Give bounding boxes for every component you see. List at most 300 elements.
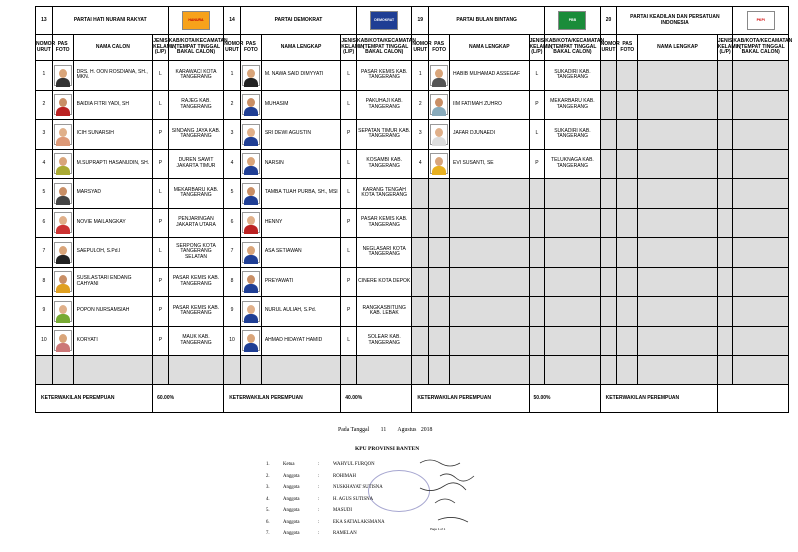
empty-cell: [617, 120, 638, 150]
candidate-city: KOSAMBI KAB. TANGERANG: [357, 149, 412, 179]
representation-label: KETERWAKILAN PEREMPUAN: [600, 385, 717, 413]
organization-name: KPU PROVINSI BANTEN: [355, 446, 420, 452]
empty-cell: [617, 179, 638, 209]
document-date: [338, 427, 442, 433]
empty-cell: [341, 356, 357, 385]
empty-cell: [545, 297, 600, 327]
col-nama: NAMA LENGKAP: [638, 35, 717, 61]
person-photo-icon: [54, 153, 72, 174]
candidate-name: JAFAR DJUNAEDI: [450, 120, 529, 150]
empty-cell: [600, 179, 617, 209]
person-photo-icon: [242, 271, 260, 292]
candidate-photo: [240, 238, 261, 268]
person-photo-icon: [242, 301, 260, 322]
empty-cell: [600, 297, 617, 327]
candidate-sex: L: [341, 238, 357, 268]
candidate-name: BAIDIA FITRI YADI, SH: [73, 90, 152, 120]
party-logo-icon: PBB: [558, 11, 586, 30]
date-day: 11: [380, 427, 387, 433]
signer-number: 5.: [266, 508, 270, 513]
candidate-city: SINDANG JAYA KAB. TANGERANG: [168, 120, 223, 150]
empty-cell: [412, 326, 429, 356]
party-logo-cell: [733, 7, 789, 35]
empty-cell: [638, 61, 717, 91]
col-nama: NAMA LENGKAP: [450, 35, 529, 61]
signer-number: 1.: [266, 462, 270, 467]
empty-cell: [617, 61, 638, 91]
candidate-number: 5: [36, 179, 53, 209]
empty-cell: [638, 297, 717, 327]
empty-cell: [429, 208, 450, 238]
representation-value: 40.00%: [341, 385, 412, 413]
candidate-number: 10: [224, 326, 241, 356]
person-photo-icon: [430, 94, 448, 115]
signer-colon: :: [318, 485, 320, 490]
candidate-sex: P: [153, 120, 169, 150]
candidate-city: RANGKASBITUNG KAB. LEBAK: [357, 297, 412, 327]
candidate-photo: [240, 61, 261, 91]
candidate-name: ICIH SUNARSIH: [73, 120, 152, 150]
person-photo-icon: [54, 271, 72, 292]
candidate-name: PREYAWATI: [261, 267, 340, 297]
empty-cell: [450, 297, 529, 327]
signer-role: Anggota: [283, 519, 300, 525]
candidate-number: 2: [36, 90, 53, 120]
empty-cell: [733, 356, 789, 385]
party-logo-cell: [545, 7, 600, 35]
empty-cell: [529, 326, 545, 356]
empty-cell: [617, 90, 638, 120]
candidate-name: AHMAD HIDAYAT HAMID: [261, 326, 340, 356]
candidate-sex: L: [341, 61, 357, 91]
col-nama: NAMA CALON: [73, 35, 152, 61]
person-photo-icon: [242, 183, 260, 204]
person-photo-icon: [54, 212, 72, 233]
empty-cell: [638, 149, 717, 179]
empty-cell: [412, 208, 429, 238]
candidate-name: SAEPULOH, S.Pd.I: [73, 238, 152, 268]
candidate-sex: P: [153, 297, 169, 327]
col-kab: KAB/KOTA/KECAMATAN / (TEMPAT TINGGAL BAKAL CALON): [357, 35, 412, 61]
table-row: [36, 90, 789, 120]
empty-cell: [617, 267, 638, 297]
empty-cell: [733, 179, 789, 209]
representation-label: KETERWAKILAN PEREMPUAN: [224, 385, 341, 413]
empty-cell: [733, 90, 789, 120]
candidate-sex: L: [153, 61, 169, 91]
party-number: 20: [600, 7, 617, 35]
col-jenis: JENIS KELAMIN (L/P): [529, 35, 545, 61]
person-photo-icon: [54, 301, 72, 322]
party-logo-cell: [357, 7, 412, 35]
candidate-sex: L: [341, 326, 357, 356]
candidate-photo: [240, 149, 261, 179]
candidate-city: SOLEAR KAB. TANGERANG: [357, 326, 412, 356]
signer-role: Anggota: [283, 508, 300, 513]
person-photo-icon: [54, 242, 72, 263]
candidate-city: CINERE KOTA DEPOK: [357, 267, 412, 297]
signer-number: 3.: [266, 485, 270, 490]
candidate-number: 7: [224, 238, 241, 268]
signer-number: 7.: [266, 531, 270, 536]
person-photo-icon: [54, 183, 72, 204]
candidate-number: 3: [36, 120, 53, 150]
col-nama: NAMA LENGKAP: [261, 35, 340, 61]
party-header-row: [36, 7, 789, 35]
empty-cell: [153, 356, 169, 385]
empty-cell: [717, 179, 733, 209]
empty-cell: [429, 267, 450, 297]
empty-cell: [168, 356, 223, 385]
signer-colon: :: [318, 496, 320, 502]
candidate-photo: [429, 90, 450, 120]
candidate-name: NOVIE MAILANGKAY: [73, 208, 152, 238]
candidate-city: DUREN SAWIT JAKARTA TIMUR: [168, 149, 223, 179]
candidate-city: KARANG TENGAH KOTA TANGERANG: [357, 179, 412, 209]
signer-name: ROHIMAH: [333, 473, 356, 479]
party-number: 13: [36, 7, 53, 35]
candidate-number: 6: [36, 208, 53, 238]
empty-cell: [733, 238, 789, 268]
empty-cell: [733, 61, 789, 91]
candidate-name: POPON NURSAMSIAH: [73, 297, 152, 327]
candidate-city: SEPATAN TIMUR KAB. TANGERANG: [357, 120, 412, 150]
person-photo-icon: [54, 65, 72, 86]
col-foto: PAS FOTO: [617, 35, 638, 61]
candidate-name: NURUL AULIAH, S.Pd.: [261, 297, 340, 327]
party-name: PARTAI BULAN BINTANG: [429, 7, 545, 35]
candidate-photo: [52, 120, 73, 150]
candidate-photo: [52, 297, 73, 327]
candidate-city: SUKADIRI KAB. TANGERANG: [545, 61, 600, 91]
candidate-number: 4: [412, 149, 429, 179]
empty-cell: [638, 267, 717, 297]
table-row: [36, 326, 789, 356]
party-logo-icon: DEMOKRAT: [370, 11, 398, 30]
candidate-number: 1: [412, 61, 429, 91]
empty-cell: [638, 179, 717, 209]
candidate-name: HENNY: [261, 208, 340, 238]
representation-row: [36, 385, 789, 413]
table-row: [36, 61, 789, 91]
col-foto: PAS FOTO: [429, 35, 450, 61]
candidate-photo: [240, 90, 261, 120]
empty-cell: [429, 179, 450, 209]
candidate-sex: P: [341, 267, 357, 297]
empty-cell: [717, 326, 733, 356]
candidate-number: 8: [224, 267, 241, 297]
representation-value: 60.00%: [153, 385, 224, 413]
candidate-city: SERPONG KOTA TANGERANG SELATAN: [168, 238, 223, 268]
candidate-name: M. NAWA SAID DIMYYATI: [261, 61, 340, 91]
candidate-photo: [240, 267, 261, 297]
empty-cell: [733, 149, 789, 179]
empty-cell: [450, 356, 529, 385]
col-foto: PAS FOTO: [240, 35, 261, 61]
empty-cell: [717, 356, 733, 385]
candidate-sex: L: [529, 61, 545, 91]
table-row: [36, 208, 789, 238]
empty-cell: [638, 238, 717, 268]
party-name: PARTAI DEMOKRAT: [240, 7, 356, 35]
empty-cell: [600, 326, 617, 356]
person-photo-icon: [54, 124, 72, 145]
candidate-photo: [52, 267, 73, 297]
col-kab: KAB/KOTA/KECAMATAN / (TEMPAT TINGGAL BAKAL CALON): [168, 35, 223, 61]
empty-cell: [600, 208, 617, 238]
empty-cell: [617, 326, 638, 356]
empty-cell: [638, 356, 717, 385]
empty-cell: [733, 208, 789, 238]
empty-cell: [600, 238, 617, 268]
empty-cell: [617, 238, 638, 268]
empty-cell: [717, 238, 733, 268]
candidate-sex: L: [341, 179, 357, 209]
signer-colon: :: [318, 508, 320, 513]
candidate-number: 4: [36, 149, 53, 179]
empty-cell: [450, 208, 529, 238]
person-photo-icon: [242, 65, 260, 86]
empty-cell: [733, 326, 789, 356]
candidate-city: PAKUHAJI KAB. TANGERANG: [357, 90, 412, 120]
empty-cell: [717, 149, 733, 179]
empty-cell: [717, 208, 733, 238]
candidate-city: MAUK KAB. TANGERANG: [168, 326, 223, 356]
empty-cell: [545, 326, 600, 356]
candidate-city: PASAR KEMIS KAB. TANGERANG: [357, 208, 412, 238]
signer-colon: :: [318, 473, 320, 479]
empty-cell: [638, 326, 717, 356]
empty-cell: [429, 238, 450, 268]
table-row: [36, 149, 789, 179]
candidate-name: ASA SETIAWAN: [261, 238, 340, 268]
candidate-city: PASAR KEMIS KAB. TANGERANG: [357, 61, 412, 91]
empty-cell: [600, 356, 617, 385]
empty-cell: [545, 179, 600, 209]
candidate-sex: P: [153, 326, 169, 356]
date-year: 2018: [420, 427, 433, 433]
empty-cell: [412, 356, 429, 385]
candidate-name: MUHASIM: [261, 90, 340, 120]
candidate-city: PASAR KEMIS KAB. TANGERANG: [168, 297, 223, 327]
empty-cell: [717, 61, 733, 91]
empty-cell: [638, 120, 717, 150]
candidate-photo: [429, 120, 450, 150]
representation-value: [717, 385, 788, 413]
candidate-photo: [429, 149, 450, 179]
signer-colon: :: [318, 519, 320, 525]
candidate-sex: P: [341, 120, 357, 150]
candidate-photo: [52, 90, 73, 120]
candidate-photo: [52, 208, 73, 238]
empty-cell: [617, 208, 638, 238]
col-foto: PAS FOTO: [52, 35, 73, 61]
empty-cell: [638, 208, 717, 238]
candidate-number: 4: [224, 149, 241, 179]
table-row: [36, 238, 789, 268]
empty-cell: [529, 238, 545, 268]
empty-cell: [717, 267, 733, 297]
candidate-city: KARAWACI KOTA TANGERANG: [168, 61, 223, 91]
candidate-number: 1: [36, 61, 53, 91]
person-photo-icon: [54, 94, 72, 115]
candidate-number: 9: [36, 297, 53, 327]
person-photo-icon: [242, 212, 260, 233]
person-photo-icon: [430, 124, 448, 145]
candidate-name: SUSILASTARI ENDANG CAHYANI: [73, 267, 152, 297]
signer-role: Anggota: [283, 496, 300, 502]
column-header-row: [36, 35, 789, 61]
person-photo-icon: [54, 330, 72, 351]
col-jenis: JENIS KELAMIN (L/P): [153, 35, 169, 61]
candidate-number: 8: [36, 267, 53, 297]
empty-cell: [73, 356, 152, 385]
col-nomor: NOMOR URUT: [600, 35, 617, 61]
empty-cell: [412, 297, 429, 327]
candidate-number: 5: [224, 179, 241, 209]
table-row: [36, 297, 789, 327]
empty-cell: [429, 356, 450, 385]
candidate-city: PASAR KEMIS KAB. TANGERANG: [168, 267, 223, 297]
candidate-name: MARSYAD: [73, 179, 152, 209]
candidate-photo: [240, 208, 261, 238]
empty-cell: [617, 149, 638, 179]
candidate-city: SUKADIRI KAB. TANGERANG: [545, 120, 600, 150]
candidate-photo: [240, 179, 261, 209]
candidate-number: 10: [36, 326, 53, 356]
signer-colon: :: [318, 531, 320, 536]
signer-role: Anggota: [283, 531, 300, 536]
empty-cell: [717, 297, 733, 327]
empty-cell: [529, 179, 545, 209]
signer-role: Ketua: [283, 462, 295, 467]
signer-number: 4.: [266, 496, 270, 502]
empty-cell: [52, 356, 73, 385]
signer-number: 2.: [266, 473, 270, 479]
candidate-city: PENJARINGAN JAKARTA UTARA: [168, 208, 223, 238]
party-name: PARTAI HATI NURANI RAKYAT: [52, 7, 168, 35]
candidate-city: MEKARBARU KAB. TANGERANG: [168, 179, 223, 209]
party-number: 14: [224, 7, 241, 35]
empty-cell: [733, 267, 789, 297]
date-label: Pada Tanggal: [338, 427, 370, 433]
empty-cell: [545, 356, 600, 385]
signer-name: H. AGUS SUTISNA: [333, 496, 374, 502]
party-logo-cell: [168, 7, 223, 35]
empty-cell: [545, 238, 600, 268]
candidate-photo: [52, 149, 73, 179]
table-row: [36, 120, 789, 150]
candidate-sex: L: [341, 90, 357, 120]
empty-cell: [545, 208, 600, 238]
col-nomor: NOMOR URUT: [224, 35, 241, 61]
candidate-name: DRS. H. OON ROSDIANA, SH., MKN.: [73, 61, 152, 91]
empty-cell: [529, 267, 545, 297]
empty-cell: [529, 356, 545, 385]
empty-cell: [733, 297, 789, 327]
empty-cell: [224, 356, 241, 385]
candidate-name: SRI DEWI AGUSTIN: [261, 120, 340, 150]
official-stamp: [368, 470, 430, 512]
empty-cell: [450, 179, 529, 209]
candidate-sex: P: [341, 208, 357, 238]
candidate-sex: P: [153, 208, 169, 238]
col-nomor: NOMOR URUT: [36, 35, 53, 61]
candidate-number: 9: [224, 297, 241, 327]
candidate-number: 2: [224, 90, 241, 120]
person-photo-icon: [242, 242, 260, 263]
empty-cell: [450, 326, 529, 356]
candidate-name: TAMBA TUAH PURBA, SH., MSI: [261, 179, 340, 209]
empty-cell: [261, 356, 340, 385]
candidate-photo: [429, 61, 450, 91]
candidate-photo: [52, 326, 73, 356]
empty-cell: [429, 297, 450, 327]
representation-label: KETERWAKILAN PEREMPUAN: [412, 385, 529, 413]
table-row: [36, 267, 789, 297]
signer-role: Anggota: [283, 473, 300, 479]
empty-cell: [638, 90, 717, 120]
signer-role: Anggota: [283, 485, 300, 490]
candidate-number: 3: [224, 120, 241, 150]
candidate-name: NARSIN: [261, 149, 340, 179]
empty-cell: [450, 267, 529, 297]
col-jenis: JENIS KELAMIN (L/P): [341, 35, 357, 61]
candidate-table: [35, 6, 793, 413]
signer-colon: :: [318, 462, 320, 467]
party-name: PARTAI KEADILAN DAN PERSATUAN INDONESIA: [617, 7, 733, 35]
candidate-name: KORYATI: [73, 326, 152, 356]
representation-value: 50.00%: [529, 385, 600, 413]
page-number: Page 1 of 1: [430, 527, 446, 531]
empty-cell: [617, 356, 638, 385]
candidate-number: 1: [224, 61, 241, 91]
candidate-number: 3: [412, 120, 429, 150]
candidate-photo: [52, 238, 73, 268]
candidate-city: NEGLASARI KOTA TANGERANG: [357, 238, 412, 268]
empty-cell: [429, 326, 450, 356]
empty-cell: [733, 120, 789, 150]
signer-name: RAMELAN: [333, 531, 357, 536]
candidate-sex: P: [341, 297, 357, 327]
candidate-sex: P: [529, 90, 545, 120]
candidate-city: TELUKNAGA KAB. TANGERANG: [545, 149, 600, 179]
signer-number: 6.: [266, 519, 270, 525]
date-month: Agustus: [397, 427, 417, 433]
signer-name: NUSKHAYAT SUTISNA: [333, 485, 383, 490]
empty-cell: [412, 238, 429, 268]
candidate-photo: [240, 120, 261, 150]
candidate-name: HABIB MUHAMAD ASSEGAF: [450, 61, 529, 91]
person-photo-icon: [430, 153, 448, 174]
empty-cell: [545, 267, 600, 297]
candidate-sex: L: [153, 238, 169, 268]
person-photo-icon: [242, 330, 260, 351]
empty-cell: [412, 179, 429, 209]
col-kab: KAB/KOTA/KECAMATAN / (TEMPAT TINGGAL BAKAL CALON): [733, 35, 789, 61]
candidate-photo: [52, 179, 73, 209]
col-nomor: NOMOR URUT: [412, 35, 429, 61]
person-photo-icon: [242, 94, 260, 115]
candidate-number: 7: [36, 238, 53, 268]
party-logo-icon: PKPI: [747, 11, 775, 30]
empty-cell: [450, 238, 529, 268]
candidate-photo: [52, 61, 73, 91]
empty-cell: [600, 61, 617, 91]
empty-cell: [357, 356, 412, 385]
signer-name: MASUDI: [333, 508, 352, 513]
candidate-sex: L: [153, 90, 169, 120]
